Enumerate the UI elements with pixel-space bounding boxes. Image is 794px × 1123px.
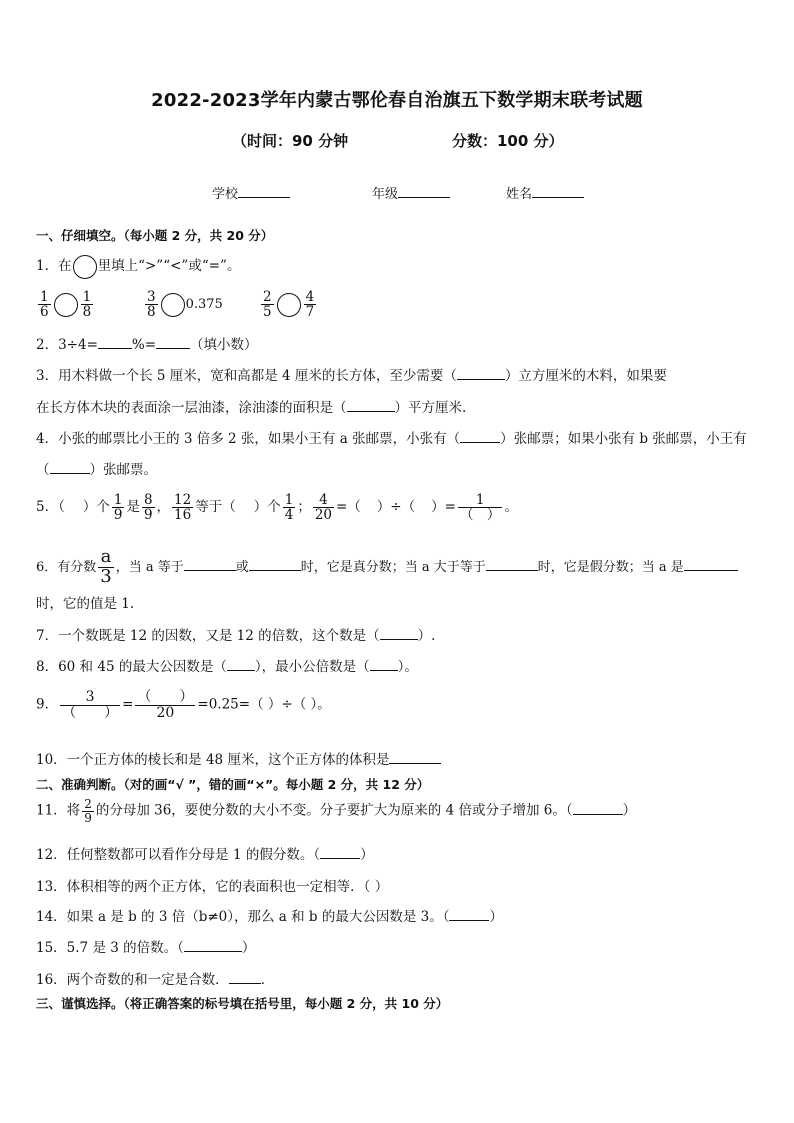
question-3-line-1: 3．用木料做一个长 5 厘米，宽和高都是 4 厘米的长方体，至少需要（ ）立方厘米的木料，如果要	[36, 368, 667, 384]
school-blank[interactable]	[238, 185, 290, 198]
answer-blank[interactable]	[156, 335, 190, 349]
question-1-a: $\frac{1}{6}$ $\frac{1}{8}$	[40, 289, 92, 321]
answer-blank[interactable]	[227, 657, 255, 671]
grade-label: 年级	[372, 187, 399, 202]
section-3-heading: 三、谨慎选择。（将正确答案的标号填在括号里，每小题 2 分，共 10 分）	[36, 996, 449, 1011]
name-label: 姓名	[506, 187, 533, 202]
time-label: （时间：90 分钟	[232, 132, 349, 150]
question-1: 1．在 里填上“>”“<”或“=”。	[36, 254, 240, 279]
answer-blank[interactable]	[370, 657, 398, 671]
compare-circle[interactable]	[161, 293, 185, 317]
question-13: 13．体积相等的两个正方体，它的表面积也一定相等．（ ）	[36, 879, 389, 895]
question-15: 15．5.7 是 3 的倍数。（ ）	[36, 940, 256, 956]
compare-circle[interactable]	[277, 293, 301, 317]
answer-blank[interactable]	[486, 557, 538, 571]
section-2-heading: 二、准确判断。（对的画“√ ”，错的画“×”。每小题 2 分，共 12 分）	[36, 777, 430, 792]
grade-blank[interactable]	[398, 185, 450, 198]
question-8: 8．60 和 45 的最大公因数是（ ），最小公倍数是（ ）。	[36, 659, 418, 675]
question-1-c: $\frac{2}{5}$ $\frac{4}{7}$	[263, 289, 315, 321]
question-4-line-2: （ ）张邮票。	[36, 462, 157, 478]
answer-blank[interactable]	[389, 750, 441, 764]
question-6-line-2: 时，它的值是 1.	[36, 596, 135, 612]
answer-blank[interactable]	[460, 429, 500, 443]
question-9: 9． $\frac{3}{( )}$ = $\frac{( )}{20}$ =0.25=（ ）÷（ ）。	[36, 689, 331, 721]
question-7: 7．一个数既是 12 的因数，又是 12 的倍数，这个数是（ ）.	[36, 628, 436, 644]
circle-icon	[73, 255, 97, 279]
answer-blank[interactable]	[573, 801, 623, 815]
answer-blank[interactable]	[684, 557, 738, 571]
answer-blank[interactable]	[249, 557, 301, 571]
answer-blank[interactable]	[50, 460, 90, 474]
grade-field[interactable]	[372, 183, 450, 202]
answer-blank[interactable]	[380, 626, 418, 640]
question-4-line-1: 4．小张的邮票比小王的 3 倍多 2 张，如果小王有 a 张邮票，小张有（ ）张邮票；如果小张有 b 张邮票，小王有	[36, 431, 747, 447]
answer-blank[interactable]	[449, 907, 489, 921]
name-field[interactable]	[506, 183, 584, 202]
compare-circle[interactable]	[54, 293, 78, 317]
question-3-line-2: 在长方体木块的表面涂一层油漆，涂油漆的面积是（ ）平方厘米.	[36, 400, 467, 416]
school-label: 学校	[212, 187, 239, 202]
answer-blank[interactable]	[98, 335, 132, 349]
exam-title: 2022-2023学年内蒙古鄂伦春自治旗五下数学期末联考试题	[151, 90, 643, 111]
answer-blank[interactable]	[229, 970, 261, 984]
answer-blank[interactable]	[184, 557, 236, 571]
score-label: 分数：100 分）	[452, 132, 564, 150]
question-12: 12．任何整数都可以看作分母是 1 的假分数。（ ）	[36, 847, 374, 863]
section-1-heading: 一、仔细填空。（每小题 2 分，共 20 分）	[36, 228, 274, 243]
school-field[interactable]	[212, 183, 290, 202]
question-1-b: $\frac{3}{8}$ 0.375	[147, 289, 223, 321]
answer-blank[interactable]	[320, 845, 360, 859]
question-6-line-1: 6．有分数 $\frac{a}{3}$ ，当 a 等于 或 时，它是真分数；当 a 大于等于 时，它是假分数；当 a 是	[36, 548, 738, 587]
name-blank[interactable]	[532, 185, 584, 198]
answer-blank[interactable]	[457, 366, 505, 380]
question-2: 2．3÷4= %= （填小数）	[36, 337, 258, 353]
question-10: 10．一个正方体的棱长和是 48 厘米，这个正方体的体积是	[36, 748, 441, 768]
question-14: 14．如果 a 是 b 的 3 倍（b≠0），那么 a 和 b 的最大公因数是 3。（ ）	[36, 909, 503, 925]
answer-blank[interactable]	[184, 938, 242, 952]
question-11: 11．将 $\frac{2}{9}$ 的分母加 36，要使分数的大小不变。分子要扩大为原来的 4 倍或分子增加 6。（ ）	[36, 797, 637, 825]
question-5: 5．（ ）个 $\frac{1}{9}$ 是 $\frac{8}{9}$ ， $\frac{12}{16}$ 等于（ ）个 $\frac{1}{4}$ ； $\frac{4}{20}$ =（ ）÷（ ）= $\frac{1}{( )}$ 。	[36, 492, 518, 524]
question-16: 16．两个奇数的和一定是合数． ．	[36, 972, 275, 988]
answer-blank[interactable]	[347, 398, 395, 412]
